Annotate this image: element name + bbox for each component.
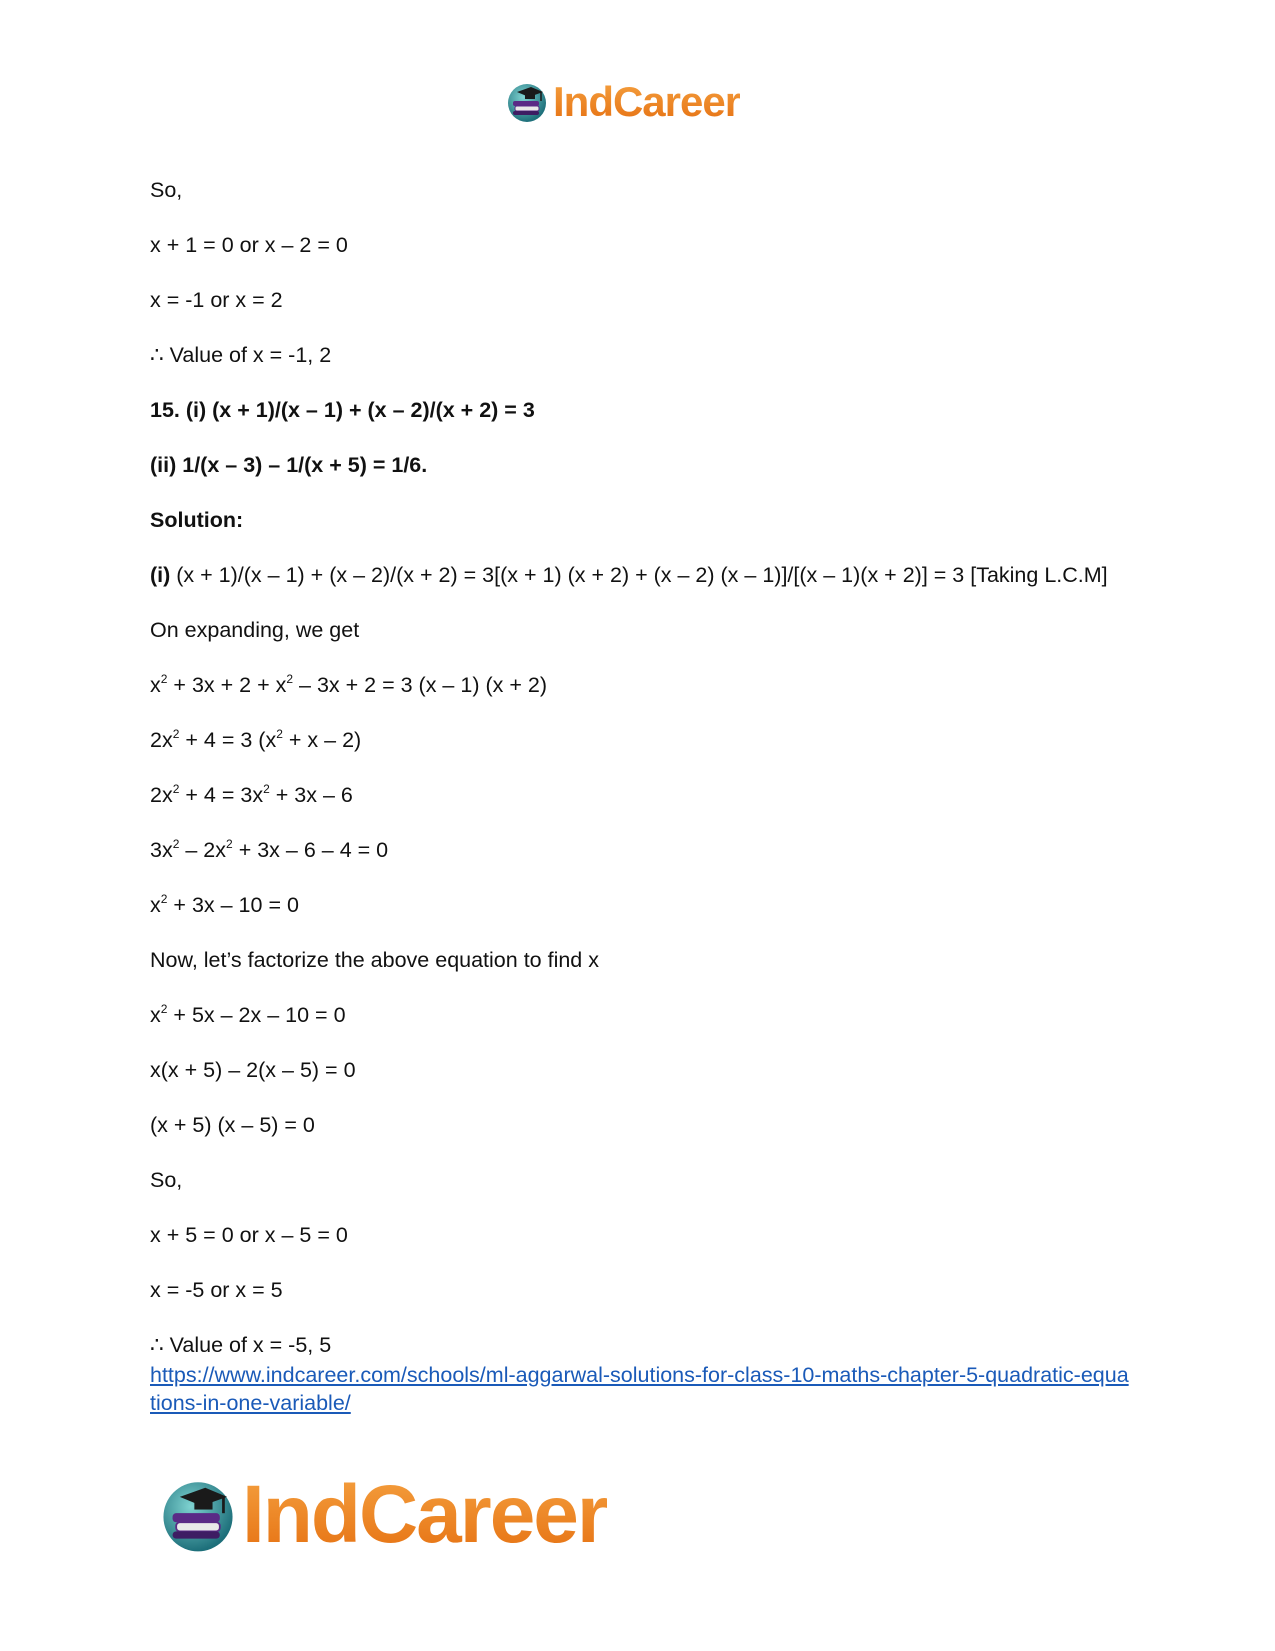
equation-line: $2x^2 + 4 = 3$ $(x^2 + x - 2)$ <box>150 727 362 752</box>
brand-name: IndCareer <box>242 1469 607 1560</box>
equation-line: $x^2 + 5x - 2x - 10 = 0$ <box>150 1002 346 1027</box>
text-line: So, <box>150 178 183 202</box>
graduation-cap-book-icon <box>505 80 549 124</box>
document-body <box>150 176 1140 1417</box>
text-line: Now, let’s factorize the above equation to find x <box>150 948 599 972</box>
source-link[interactable]: https://www.indcareer.com/schools/ml-aggarwal-solutions-for-class-10-maths-chapter-5-quadratic-equations-in-one-variable/ <box>150 1363 1129 1415</box>
text-line: x = -1 or x = 2 <box>150 288 283 312</box>
text-line: x + 1 = 0 or x – 2 = 0 <box>150 233 348 257</box>
text-line: ∴ Value of x = -1, 2 <box>150 343 332 367</box>
equation-line: x = -5 or x = 5 <box>150 1278 283 1302</box>
question-15-ii: (ii) 1/(x – 3) – 1/(x + 5) = 1/6. <box>150 453 428 477</box>
part-i-label: (i) <box>150 563 171 587</box>
header-logo <box>505 78 740 126</box>
part-i-text: (x + 1)/(x – 1) + (x – 2)/(x + 2) = 3[(x + 1) (x + 2) + (x – 2) (x – 1)]/[(x – 1)(x + 2)] = 3 [Taking L.C.M] <box>170 563 1108 587</box>
footer-logo <box>158 1468 607 1562</box>
equation-line: $x^2 + 3x + 2 + x^2 - 3x + 2 = 3$ (x – 1) (x + 2) <box>150 672 547 697</box>
equation-line: $3x^2 - 2x^2 + 3x - 6 - 4 = 0$ <box>150 837 389 862</box>
part-i-line <box>150 561 1140 589</box>
equation-line: x(x + 5) – 2(x – 5) = 0 <box>150 1058 356 1082</box>
final-answer: ∴ Value of x = -5, 5 <box>150 1333 332 1357</box>
equation-line: $2x^2 + 4 = 3x^2 + 3x - 6$ <box>150 782 353 807</box>
text-line: On expanding, we get <box>150 618 360 642</box>
equation-line: x + 5 = 0 or x – 5 = 0 <box>150 1223 348 1247</box>
brand-name: IndCareer <box>553 78 741 125</box>
graduation-cap-book-icon <box>158 1475 238 1555</box>
equation-line: (x + 5) (x – 5) = 0 <box>150 1113 315 1137</box>
text-line: So, <box>150 1168 183 1192</box>
solution-heading: Solution: <box>150 508 244 532</box>
equation-line: $x^2 + 3x - 10 = 0$ <box>150 892 299 917</box>
question-15-i: 15. (i) (x + 1)/(x – 1) + (x – 2)/(x + 2) = 3 <box>150 398 535 422</box>
